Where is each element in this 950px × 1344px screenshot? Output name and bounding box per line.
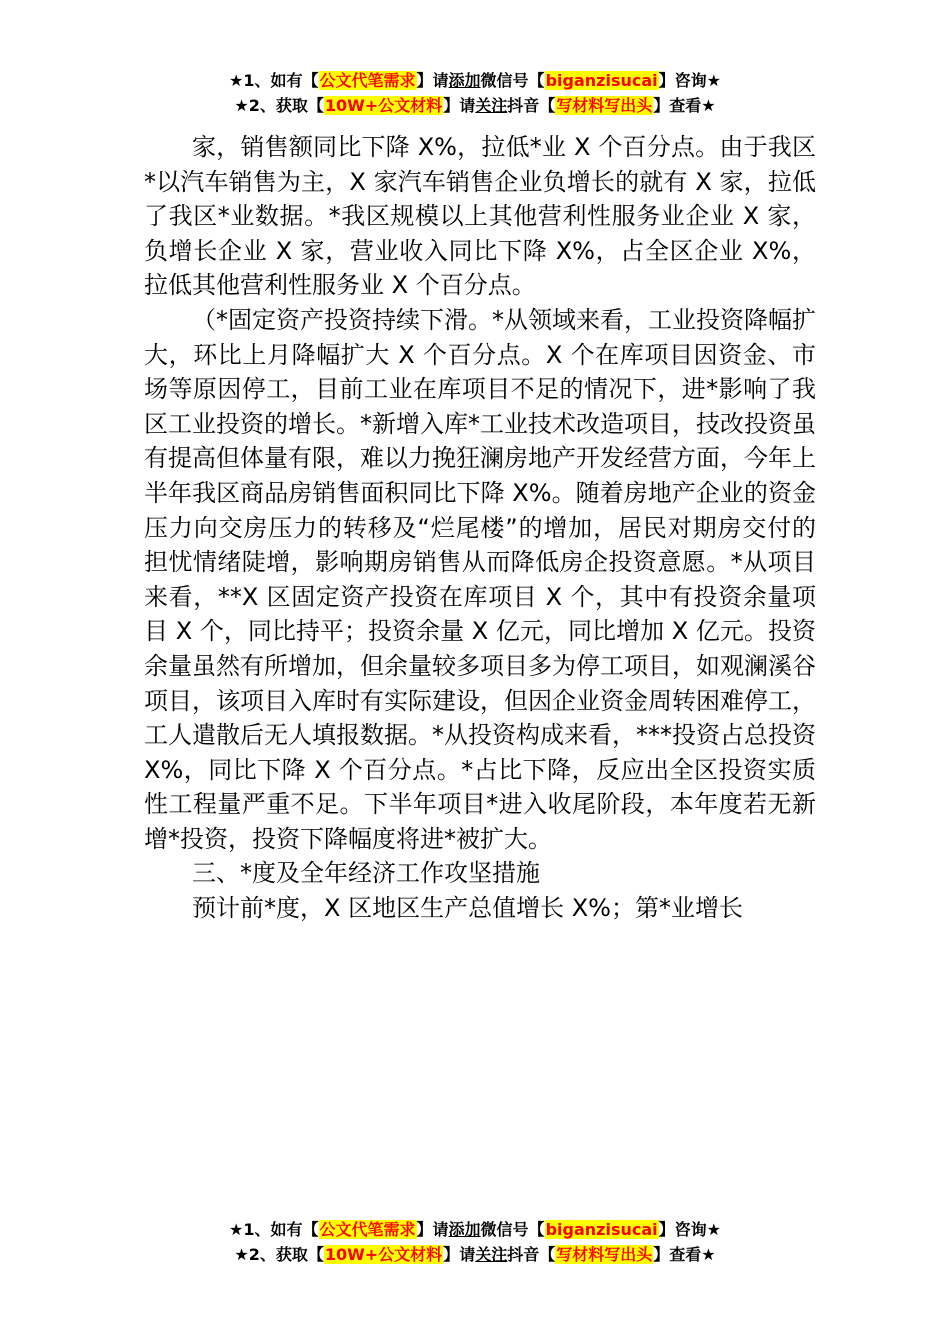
banner-text: 】查看★ [653, 96, 716, 115]
underlined-text: 添加 [448, 1220, 481, 1239]
paragraph-2: （*固定资产投资持续下滑。*从领域来看，工业投资降幅扩大，环比上月降幅扩大 X 个百分点。X 个在库项目因资金、市场等原因停工，目前工业在库项目不足的情况下，进*影响了我区工业投资的增长。*新增入库*工业技术改造项目，技改投资虽有提高但体量有限，难以力挽狂澜房地产开发经营方面，今年上半年我区商品房销售面积同比下降 X%。随着房地产企业的资金压力向交房压力的转移及“烂尾楼”的增加，居民对期房交付的担忧情绪陡增，影响期房销售从而降低房企投资意愿。*从项目来看，**X 区固定资产投资在库项目 X 个，其中有投资余量项目 X 个，同比持平；投资余量 X 亿元，同比增加 X 亿元。投资余量虽然有所增加，但余量较多项目多为停工项目，如观澜溪谷项目，该项目入库时有实际建设，但因企业资金周转困难停工，工人遣散后无人填报数据。*从投资构成来看，***投资占总投资 X%，同比下降 X 个百分点。*占比下降，反应出全区投资实质性工程量严重不足。下半年项目*进入收尾阶段，本年度若无新增*投资，投资下降幅度将进*被扩大。 [144, 305, 816, 853]
footer-banner [0, 1217, 950, 1267]
banner-text: 】咨询★ [658, 1220, 721, 1239]
document-body [144, 130, 816, 926]
banner-text: 微信号【 [480, 71, 545, 90]
highlight-douyin: 写材料写出头 [556, 96, 653, 115]
banner-line-2 [0, 93, 950, 118]
highlight-service: 公文代笔需求 [319, 1220, 416, 1239]
highlight-service: 公文代笔需求 [319, 71, 416, 90]
highlight-wechat-id: biganzisucai [545, 71, 658, 90]
banner-text: 】请 [443, 96, 476, 115]
banner-text: 微信号【 [480, 1220, 545, 1239]
highlight-materials: 10W+公文材料 [324, 1245, 443, 1264]
paragraph-3: 预计前*度，X 区地区生产总值增长 X%；第*业增长 [192, 894, 743, 923]
banner-text: 抖音【 [507, 1245, 556, 1264]
banner-text: ★2、获取【 [234, 1245, 324, 1264]
banner-line-1 [0, 1217, 950, 1242]
underlined-text: 添加 [448, 71, 481, 90]
banner-text: 】咨询★ [658, 71, 721, 90]
underlined-text: 关注 [475, 96, 508, 115]
banner-text: 】请 [443, 1245, 476, 1264]
banner-text: ★2、获取【 [234, 96, 324, 115]
banner-text: ★1、如有【 [229, 71, 319, 90]
banner-text: 】查看★ [653, 1245, 716, 1264]
banner-line-2 [0, 1242, 950, 1267]
paragraph-1: 家，销售额同比下降 X%，拉低*业 X 个百分点。由于我区*以汽车销售为主，X 家汽车销售企业负增长的就有 X 家，拉低了我区*业数据。*我区规模以上其他营利性服务业企业 X 家，负增长企业 X 家，营业收入同比下降 X%，占全区企业 X%，拉低其他营利性服务业 X 个百分点。 [144, 133, 816, 300]
banner-text: ★1、如有【 [229, 1220, 319, 1239]
header-banner [0, 68, 950, 118]
highlight-douyin: 写材料写出头 [556, 1245, 653, 1264]
banner-text: 抖音【 [507, 96, 556, 115]
banner-text: 】请 [416, 71, 449, 90]
highlight-materials: 10W+公文材料 [324, 96, 443, 115]
banner-line-1 [0, 68, 950, 93]
underlined-text: 关注 [475, 1245, 508, 1264]
section-heading: 三、*度及全年经济工作攻坚措施 [192, 859, 540, 888]
highlight-wechat-id: biganzisucai [545, 1220, 658, 1239]
banner-text: 】请 [416, 1220, 449, 1239]
